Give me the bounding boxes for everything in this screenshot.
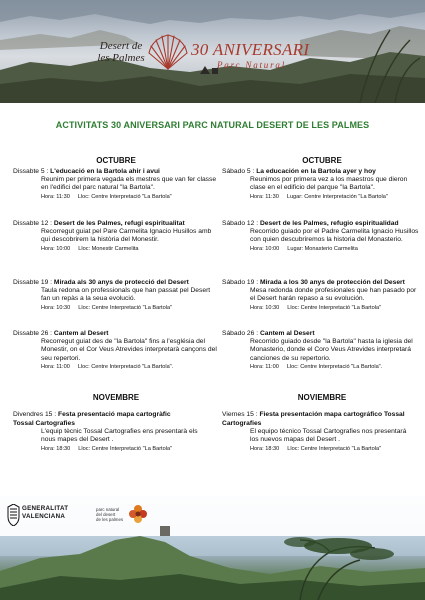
- event-date: Viernes 15 :: [222, 411, 258, 418]
- anniversary-title: 30 ANIVERSARI: [191, 40, 310, 59]
- event-place: Lugar: Centre Interpretación "La Bartola": [286, 193, 388, 200]
- event-item: [222, 167, 422, 201]
- event-meta: [13, 193, 219, 201]
- event-meta: [222, 245, 422, 253]
- event-title-line: [13, 167, 219, 176]
- anniversary-subtitle: Parc Natural: [216, 60, 287, 70]
- event-time: Hora: 10:00: [250, 245, 280, 252]
- event-item: [222, 329, 422, 371]
- month-heading-november: NOVIEMBRE: [297, 393, 347, 402]
- event-item: [13, 410, 219, 453]
- event-description: Recorrido guiado desde "la Bartola" hasta la iglesia del Monasterio, donde el Coro Veus Atrevides interpretará canciones de su repertorio.: [250, 338, 413, 362]
- event-meta: [13, 245, 219, 253]
- event-title: L'educació en la Bartola ahir i avui: [50, 168, 160, 175]
- event-description: L'equip tècnic Tossal Cartografies ens presentarà els nous mapes del Desert .: [41, 428, 198, 444]
- event-time: Hora: 10:30: [250, 304, 280, 311]
- event-description: Recorrido guiado por el Padre Carmelita Ignacio Husillos con quien descubriremos la historia del Monasterio.: [250, 228, 419, 244]
- event-item: [13, 167, 219, 201]
- event-description: Taula redona on professionals que han passat pel Desert fan un repàs a la seua evolució.: [41, 287, 211, 303]
- event-title: Mirada a los 30 anys de protección del Desert: [259, 279, 405, 286]
- event-time: Hora: 18:30: [250, 445, 280, 452]
- event-meta: [13, 363, 219, 371]
- event-title-line: [222, 329, 422, 338]
- event-place: Lloc: Centre Interpretació "La Bartola": [78, 445, 173, 452]
- brand-line-1: Desert de: [99, 40, 143, 52]
- event-date: Sábado 26 :: [222, 330, 259, 337]
- gv-line-2: VALENCIANA: [22, 512, 66, 520]
- event-title-line: [222, 219, 422, 228]
- event-date: Sábado 19 :: [222, 279, 259, 286]
- event-description: Recorregut guiat pel Pare Carmelita Ignacio Husillos amb qui descobrirem la història del Monestir.: [41, 228, 212, 244]
- event-date: Dissabte 5 :: [13, 168, 49, 175]
- event-time: Hora: 11:30: [250, 193, 279, 200]
- event-title-line: [13, 410, 193, 428]
- event-title-line: [13, 278, 219, 287]
- event-title: Cantem al Desert: [53, 330, 109, 337]
- park-line-1: parc natural: [96, 507, 120, 512]
- page-title: ACTIVITATS 30 ANIVERSARI PARC NATURAL DESERT DE LES PALMES: [55, 120, 370, 130]
- header-banner: [0, 0, 425, 103]
- park-line-3: de les palmes: [96, 517, 124, 522]
- event-item: [13, 329, 219, 371]
- event-description: Mesa redonda donde profesionales que han pasado por el Desert harán repaso a su evolución.: [250, 287, 417, 303]
- generalitat-emblem-icon: [7, 504, 20, 526]
- event-time: Hora: 18:30: [41, 445, 71, 452]
- event-time: Hora: 10:00: [41, 245, 71, 252]
- event-date: Dissabte 26 :: [13, 330, 53, 337]
- event-title-line: [222, 410, 412, 428]
- event-title: Festa presentació mapa cartogràfic Tossal Cartografies: [13, 411, 171, 427]
- event-description: Reunim per primera vegada els mestres que van fer classe en l'edifici del parc natural "la Bartola".: [41, 176, 217, 192]
- event-place: Lugar: Monasterio Carmelita: [287, 245, 358, 252]
- event-item: [222, 410, 422, 453]
- event-time: Hora: 10:30: [41, 304, 71, 311]
- event-title-line: [222, 278, 422, 287]
- event-meta: [13, 445, 219, 453]
- footer-landscape: [0, 496, 425, 600]
- event-title: Cantem al Desert: [259, 330, 315, 337]
- event-date: Sábado 5 :: [222, 168, 255, 175]
- month-heading-october: OCTUBRE: [96, 156, 136, 165]
- park-line-2: del desert: [96, 512, 116, 517]
- park-flower-icon: [128, 504, 148, 524]
- event-item: [222, 278, 422, 312]
- event-title: La educación en la Bartola ayer y hoy: [256, 168, 376, 175]
- event-meta: [13, 304, 219, 312]
- event-place: Lloc: Centre Interpretació "La Bartola": [287, 304, 382, 311]
- event-title: Desert de les Palmes, refugi espiritualitat: [53, 220, 185, 227]
- month-heading-october: OCTUBRE: [302, 156, 342, 165]
- event-item: [13, 219, 219, 253]
- event-time: Hora: 11:00: [250, 364, 279, 371]
- event-date: Divendres 15 :: [13, 411, 57, 418]
- event-title: Fiesta presentación mapa cartográfico Tossal Cartografies: [222, 411, 405, 427]
- event-meta: [222, 363, 422, 371]
- gv-line-1: GENERALITAT: [22, 505, 69, 512]
- event-time: Hora: 11:00: [41, 364, 70, 371]
- brand-wordmark: [92, 40, 150, 64]
- event-item: [222, 219, 422, 253]
- palm-leaf-logo-icon: [146, 33, 190, 73]
- event-date: Sábado 12 :: [222, 220, 259, 227]
- event-title-line: [222, 167, 422, 176]
- event-date: Dissabte 12 :: [13, 220, 53, 227]
- event-place: Lloc: Centre Interpretació "La Bartola": [78, 304, 173, 311]
- generalitat-wordmark: [22, 505, 68, 520]
- event-meta: [222, 445, 422, 453]
- event-place: Lloc: Centre Interpretació "La Bartola": [77, 193, 172, 200]
- event-description: Recorregut guiat des de "la Bartola" fins a l'església del Monestir, on el Cor Veus Atrevides interpretarà cançons del seu repertori.: [41, 338, 217, 362]
- event-place: Lloc: Centre Interpretació "La Bartola": [287, 445, 382, 452]
- brand-line-2: les Palmes: [97, 52, 145, 64]
- event-place: Lloc: Centre Interpretació "La Bartola".: [77, 364, 174, 371]
- event-place: Lloc: Centre Interpretació "La Bartola".: [286, 364, 383, 371]
- park-wordmark: [96, 507, 123, 522]
- month-heading-november: NOVEMBRE: [92, 393, 140, 402]
- event-title-line: [13, 219, 219, 228]
- event-time: Hora: 11:30: [41, 193, 70, 200]
- event-date: Dissabte 19 :: [13, 279, 53, 286]
- event-title: Mirada als 30 anys de protecció del Desert: [53, 279, 189, 286]
- event-title-line: [13, 329, 219, 338]
- event-item: [13, 278, 219, 312]
- event-description: El equipo técnico Tossal Cartografies nos presentará los nuevos mapas del Desert .: [250, 428, 407, 444]
- event-meta: [222, 193, 422, 201]
- event-place: Lloc: Monestir Carmelita: [78, 245, 139, 252]
- event-description: Reunimos por primera vez a los maestros que dieron clase en el edificio del parque "la Bartola".: [250, 176, 408, 192]
- event-meta: [222, 304, 422, 312]
- event-title: Desert de les Palmes, refugio espiritualidad: [259, 220, 399, 227]
